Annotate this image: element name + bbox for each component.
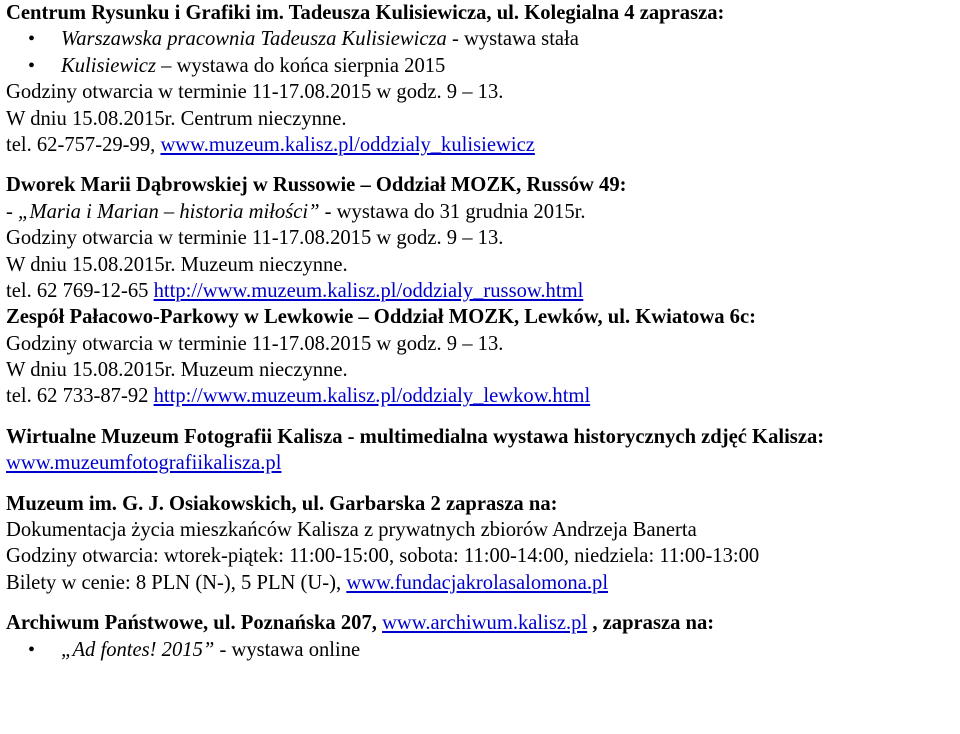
ticket-prices: Bilety w cenie: 8 PLN (N-), 5 PLN (U-), (6, 571, 347, 594)
phone-text: tel. 62 733-87-92 (6, 385, 154, 408)
exhibition-info: – wystawa do końca sierpnia 2015 (155, 54, 446, 77)
archiwum-heading-text: Archiwum Państwowe, ul. Poznańska 207, (6, 612, 383, 635)
lewkow-link[interactable]: http://www.muzeum.kalisz.pl/oddzialy_lewkow.html (153, 385, 591, 408)
tickets-line (6, 570, 960, 596)
opening-hours: Godziny otwarcia w terminie 11-17.08.2015 w godz. 9 – 13. (6, 227, 504, 250)
exhibition-title: Warszawska pracownia Tadeusza Kulisiewicza (61, 28, 447, 51)
event-dash: - (6, 200, 19, 223)
section-heading-virtual-museum: Wirtualne Muzeum Fotografii Kalisza - multimedialna wystawa historycznych zdjęć Kalisza: (6, 425, 825, 448)
phone-text: tel. 62-757-29-99, (6, 133, 161, 156)
kulisiewicz-link[interactable]: www.muzeum.kalisz.pl/oddzialy_kulisiewicz (160, 133, 535, 156)
opening-hours: Godziny otwarcia w terminie 11-17.08.2015 w godz. 9 – 13. (6, 81, 504, 104)
event-line (6, 199, 960, 225)
section-heading-osiakowskich: Muzeum im. G. J. Osiakowskich, ul. Garbarska 2 zaprasza na: (6, 492, 558, 515)
exhibition-title: „Maria i Marian – historia miłości” (18, 200, 320, 223)
exhibition-info: - wystawa stała (446, 28, 579, 51)
exhibition-title: Kulisiewicz (61, 54, 156, 77)
opening-hours: Godziny otwarcia w terminie 11-17.08.2015 w godz. 9 – 13. (6, 332, 504, 355)
list-item (6, 53, 960, 79)
contact-line (6, 278, 960, 304)
section-heading-archiwum (6, 610, 960, 636)
section-heading-lewkow: Zespół Pałacowo-Parkowy w Lewkowie – Oddział MOZK, Lewków, ul. Kwiatowa 6c: (6, 306, 756, 329)
exhibition-title: „Ad fontes! 2015” (61, 638, 215, 661)
exhibition-info: - wystawa online (214, 638, 361, 661)
russow-link[interactable]: http://www.muzeum.kalisz.pl/oddzialy_russow.html (153, 279, 584, 302)
closed-notice: W dniu 15.08.2015r. Muzeum nieczynne. (6, 253, 348, 276)
contact-line (6, 132, 960, 158)
muzeumfotografii-link[interactable]: www.muzeumfotografiikalisza.pl (6, 452, 282, 475)
archiwum-heading-suffix: , zaprasza na: (587, 612, 715, 635)
phone-text: tel. 62 769-12-65 (6, 279, 154, 302)
closed-notice: W dniu 15.08.2015r. Muzeum nieczynne. (6, 359, 348, 382)
closed-notice: W dniu 15.08.2015r. Centrum nieczynne. (6, 107, 347, 130)
list-item (6, 26, 960, 52)
contact-line (6, 383, 960, 409)
fundacja-link[interactable]: www.fundacjakrolasalomona.pl (346, 571, 609, 594)
section-heading-kulisiewicz: Centrum Rysunku i Grafiki im. Tadeusza Kulisiewicza, ul. Kolegialna 4 zaprasza: (6, 2, 725, 24)
exhibition-info: - wystawa do 31 grudnia 2015r. (319, 200, 586, 223)
exhibition-description: Dokumentacja życia mieszkańców Kalisza z prywatnych zbiorów Andrzeja Banerta (6, 519, 697, 542)
list-item (6, 637, 960, 663)
link-line (6, 450, 960, 476)
section-heading-russow: Dworek Marii Dąbrowskiej w Russowie – Oddział MOZK, Russów 49: (6, 174, 627, 197)
archiwum-link[interactable]: www.archiwum.kalisz.pl (382, 612, 588, 635)
opening-hours: Godziny otwarcia: wtorek-piątek: 11:00-15:00, sobota: 11:00-14:00, niedziela: 11:00-13:00 (6, 545, 760, 568)
